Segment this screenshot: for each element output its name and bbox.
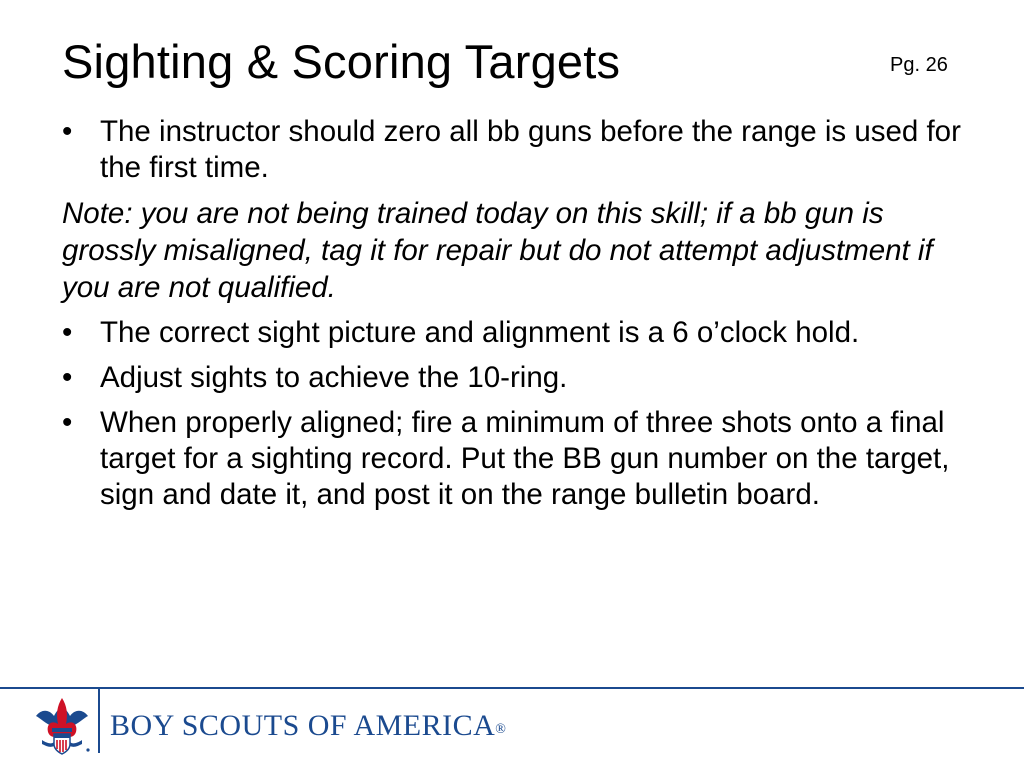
bullet-marker: • bbox=[62, 361, 73, 394]
bullet-item bbox=[62, 405, 967, 513]
bullet-text: The correct sight picture and alignment is a 6 o’clock hold. bbox=[100, 316, 860, 349]
bullet-item bbox=[62, 360, 967, 396]
note-text: Note: you are not being trained today on this skill; if a bb gun is grossly misaligned, tag it for repair but do not attempt adjustment if you are not qualified. bbox=[62, 197, 933, 304]
bullet-marker: • bbox=[62, 406, 73, 439]
bullet-item bbox=[62, 114, 967, 186]
bsa-logo-icon bbox=[32, 694, 92, 756]
page-reference: Pg. 26 bbox=[890, 54, 948, 76]
footer-rule bbox=[0, 687, 1024, 689]
registered-mark: ® bbox=[495, 722, 507, 737]
organization-name-text: BOY SCOUTS OF AMERICA bbox=[110, 709, 496, 742]
bullet-text: The instructor should zero all bb guns before the range is used for the first time. bbox=[100, 115, 961, 184]
organization-name bbox=[110, 708, 506, 744]
slide-title: Sighting & Scoring Targets bbox=[62, 35, 621, 88]
slide-body bbox=[62, 114, 967, 522]
bullet-text: When properly aligned; fire a minimum of three shots onto a final target for a sighting record. Put the BB gun number on the target, sign and date it, and post it on the range bulletin board. bbox=[100, 406, 950, 511]
bullet-marker: • bbox=[62, 115, 73, 148]
footer-divider bbox=[98, 689, 100, 753]
bullet-item bbox=[62, 315, 967, 351]
bullet-marker: • bbox=[62, 316, 73, 349]
bullet-text: Adjust sights to achieve the 10-ring. bbox=[100, 361, 568, 394]
